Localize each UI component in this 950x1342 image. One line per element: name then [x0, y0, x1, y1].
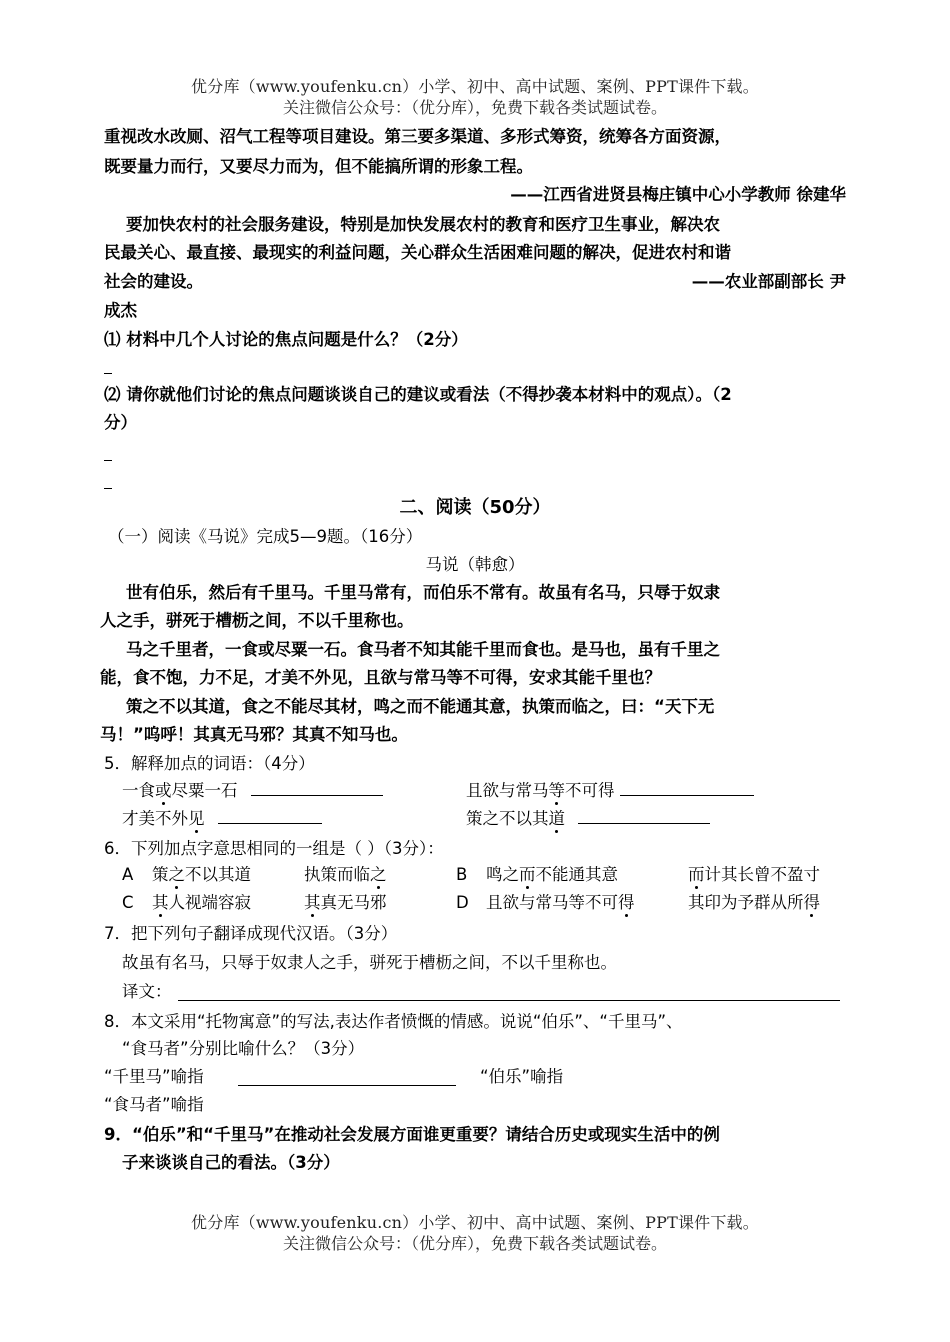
q8-qianlima-blank[interactable] — [238, 1070, 456, 1086]
q5-item-a — [122, 780, 383, 802]
q6-d2-pre: 其印为予群从所 — [688, 893, 804, 912]
q5-a-answer-blank[interactable] — [251, 780, 383, 796]
question-6-stem: 6．下列加点字意思相同的一组是（ ）（3分）： — [104, 839, 444, 858]
q5-a-pre: 一食 — [122, 781, 155, 800]
question-2-line1: ⑵ 请你就他们讨论的焦点问题谈谈自己的建议或看法（不得抄袭本材料中的观点）。（2 — [104, 385, 732, 404]
question-9-stem-line2: 子来谈谈自己的看法。（3分） — [122, 1153, 340, 1172]
q6-option-b-2 — [688, 864, 820, 886]
q6-c2-post: 真无马邪 — [320, 893, 387, 912]
q6-a2-pre: 执策而临 — [304, 865, 370, 884]
q5-a-dotted-word: 或 — [155, 781, 172, 800]
q5-b-pre: 且欲与常马 — [466, 781, 549, 800]
question-8-stem-line2: “食马者”分别比喻什么？（3分） — [122, 1039, 365, 1058]
footer-line-1: 优分库（www.youfenku.cn）小学、初中、高中试题、案例、PPT课件下载。 — [191, 1213, 759, 1232]
q5-d-answer-blank[interactable] — [578, 808, 710, 824]
q7-translation-blank[interactable] — [178, 985, 840, 1001]
q5-c-answer-blank[interactable] — [218, 808, 322, 824]
material-p1-line1: 重视改水改厕、沼气工程等项目建设。第三要多渠道、多形式筹资，统筹各方面资源， — [104, 127, 731, 146]
q6-a1-post: 不以其道 — [185, 865, 251, 884]
text-para3-line1: 策之不以其道，食之不能尽其材，鸣之而不能通其意，执策而临之，曰：“天下无 — [126, 697, 715, 716]
part-1-heading: （一）阅读《马说》完成5—9题。（16分） — [108, 527, 423, 546]
header-line-2: 关注微信公众号：（优分库），免费下载各类试题试卷。 — [282, 98, 667, 117]
q6-b1-pre: 鸣之 — [486, 865, 519, 884]
answer-line-q1 — [104, 373, 112, 374]
text-para2-line2: 能，食不饱，力不足，才美不外见，且欲与常马等不可得，安求其能千里也？ — [100, 668, 661, 687]
q6-c1-dotted: 其 — [152, 893, 169, 912]
text-para2-line1: 马之千里者，一食或尽粟一石。食马者不知其能千里而食也。是马也，虽有千里之 — [126, 640, 720, 659]
question-1: ⑴ 材料中几个人讨论的焦点问题是什么？（2分） — [104, 330, 468, 349]
q7-sentence: 故虽有名马，只辱于奴隶人之手，骈死于槽枥之间，不以千里称也。 — [122, 953, 617, 972]
footer-line-2: 关注微信公众号：（优分库），免费下载各类试题试卷。 — [282, 1234, 667, 1253]
q6-a1-pre: 策 — [152, 865, 169, 884]
q7-translation-label: 译文： — [122, 982, 172, 1001]
q6-option-b-1 — [486, 864, 618, 886]
text-para1-line1: 世有伯乐，然后有千里马。千里马常有，而伯乐不常有。故虽有名马，只辱于奴隶 — [126, 583, 720, 602]
text-para3-line2: 马！”呜呼！其真无马邪？其真不知马也。 — [100, 725, 408, 744]
question-8-stem-line1: 8．本文采用“托物寓意”的写法,表达作者愤慨的情感。说说“伯乐”、“千里马”、 — [104, 1012, 683, 1031]
q5-b-answer-blank[interactable] — [620, 780, 754, 796]
q6-b2-post: 计其长曾不盈寸 — [704, 865, 820, 884]
q6-option-c-2 — [304, 892, 387, 914]
q6-option-a-label[interactable]: A — [122, 865, 134, 884]
q6-c1-post: 人视端容寂 — [168, 893, 251, 912]
page-header — [0, 76, 950, 118]
q6-option-d-2 — [688, 892, 820, 914]
q6-option-c-label[interactable]: C — [122, 893, 134, 912]
q6-b2-dotted: 而 — [688, 865, 705, 884]
material-p2-line2: 民最关心、最直接、最现实的利益问题，关心群众生活困难问题的解决，促进农村和谐 — [104, 243, 731, 262]
q6-c2-dotted: 其 — [304, 893, 321, 912]
answer-line-q2a — [104, 460, 112, 461]
question-9-stem-line1: 9．“伯乐”和“千里马”在推动社会发展方面谁更重要？请结合历史或现实生活中的例 — [104, 1125, 720, 1144]
q6-option-a-2 — [304, 864, 387, 886]
question-7-stem: 7．把下列句子翻译成现代汉语。（3分） — [104, 924, 398, 943]
q5-item-c — [122, 808, 322, 830]
q8-qianlima-label: “千里马”喻指 — [104, 1067, 204, 1086]
material-signature-2: ——农业部副部长 尹 — [691, 272, 846, 291]
material-p1-line2: 既要量力而行，又要尽力而为，但不能搞所谓的形象工程。 — [104, 157, 533, 176]
answer-line-q2b — [104, 488, 112, 489]
material-signature-2-cont: 成杰 — [104, 301, 137, 320]
q5-d-dotted-word: 道 — [548, 809, 565, 828]
q5-c-pre: 才美不外 — [122, 809, 188, 828]
q5-item-d — [466, 808, 710, 830]
header-line-1: 优分库（www.youfenku.cn）小学、初中、高中试题、案例、PPT课件下载。 — [191, 77, 759, 96]
q5-b-dotted-word: 等 — [548, 781, 565, 800]
material-p2-line3: 社会的建设。 — [104, 272, 203, 291]
q8-shimazhe-label: “食马者”喻指 — [104, 1095, 204, 1114]
q6-option-a-1 — [152, 864, 251, 886]
q5-b-post: 不可得 — [565, 781, 615, 800]
material-p2-line1: 要加快农村的社会服务建设，特别是加快发展农村的教育和医疗卫生事业，解决农 — [126, 215, 720, 234]
q6-b1-dotted: 而 — [519, 865, 536, 884]
q6-option-d-1 — [486, 892, 635, 914]
q6-option-b-label[interactable]: B — [456, 865, 468, 884]
q6-a1-dotted: 之 — [168, 865, 185, 884]
section-title: 二、阅读（50分） — [399, 497, 551, 518]
q5-item-b — [466, 780, 754, 802]
q6-a2-dotted: 之 — [370, 865, 387, 884]
question-5-stem: 5．解释加点的词语：（4分） — [104, 754, 315, 773]
q6-option-d-label[interactable]: D — [456, 893, 469, 912]
q6-option-c-1 — [152, 892, 251, 914]
q6-d1-pre: 且欲与常马等不可 — [486, 893, 618, 912]
text-title: 马说（韩愈） — [425, 555, 525, 574]
q6-d1-dotted: 得 — [618, 893, 635, 912]
q5-a-post: 尽粟一石 — [171, 781, 238, 800]
page-footer — [0, 1212, 950, 1254]
q8-bole-label: “伯乐”喻指 — [480, 1067, 564, 1086]
q5-c-dotted-word: 见 — [188, 809, 205, 828]
q6-b1-post: 不能通其意 — [535, 865, 618, 884]
text-para1-line2: 人之手，骈死于槽枥之间，不以千里称也。 — [100, 611, 414, 630]
q6-d2-dotted: 得 — [803, 893, 820, 912]
q5-d-pre: 策之不以其 — [466, 809, 549, 828]
material-signature-1: ——江西省进贤县梅庄镇中心小学教师 徐建华 — [510, 185, 846, 204]
question-2-line2: 分） — [104, 413, 137, 432]
